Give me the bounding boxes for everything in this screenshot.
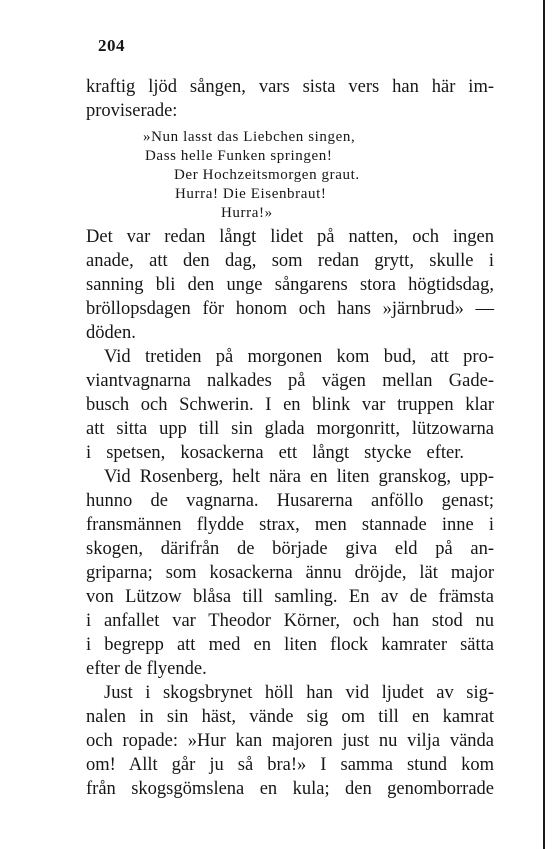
text-line: von Lützow blåsa till samling. En av de främsta <box>86 587 494 607</box>
text-line: och ropade: »Hur kan majoren just nu vilja vända <box>86 731 494 751</box>
poem-line: Der Hochzeitsmorgen graut. <box>174 167 360 183</box>
text-line: i begrepp att med en liten flock kamrater sätta <box>86 635 494 655</box>
text-line: Vid Rosenberg, helt nära en liten granskog, upp- <box>104 467 494 487</box>
text-line: Just i skogsbrynet höll han vid ljudet av sig- <box>104 683 494 703</box>
poem-line: Hurra!» <box>221 205 273 221</box>
page-edge-border <box>543 0 545 849</box>
text-line: efter de flyende. <box>86 659 207 679</box>
text-line: skogen, därifrån de började giva eld på an- <box>86 539 494 559</box>
text-line: fransmännen flydde strax, men stannade inne i <box>86 515 494 535</box>
text-line: döden. <box>86 323 136 343</box>
poem-line: »Nun lasst das Liebchen singen, <box>143 129 356 145</box>
text-line: om! Allt går ju så bra!» I samma stund kom <box>86 755 494 775</box>
poem-line: Hurra! Die Eisenbraut! <box>175 186 327 202</box>
text-line: i spetsen, kosackerna ett långt stycke efter. <box>86 443 464 463</box>
text-line: proviserade: <box>86 101 178 121</box>
body-text <box>86 225 494 801</box>
text-line: hunno de vagnarna. Husarerna anföllo genast; <box>86 491 494 511</box>
text-line: nalen in sin häst, vände sig om till en kamrat <box>86 707 494 727</box>
text-line: kraftig ljöd sången, vars sista vers han här im- <box>86 77 494 97</box>
text-line: från skogsgömslena en kula; den genomborrade <box>86 779 494 799</box>
page-number: 204 <box>98 36 125 55</box>
text-line: att sitta upp till sin glada morgonritt, lützowarna <box>86 419 494 439</box>
poem-line: Dass helle Funken springen! <box>145 148 333 164</box>
text-line: Det var redan långt lidet på natten, och ingen <box>86 227 494 247</box>
text-line: i anfallet var Theodor Körner, och han stod nu <box>86 611 494 631</box>
text-line: griparna; som kosackerna ännu dröjde, lät major <box>86 563 494 583</box>
intro-paragraph <box>86 75 494 123</box>
text-line: sanning bli den unge sångarens stora högtidsdag, <box>86 275 494 295</box>
text-line: Vid tretiden på morgonen kom bud, att pro- <box>104 347 494 367</box>
text-line: viantvagnarna nalkades på vägen mellan Gade- <box>86 371 494 391</box>
text-line: anade, att den dag, som redan grytt, skulle i <box>86 251 494 271</box>
text-line: busch och Schwerin. I en blink var truppen klar <box>86 395 494 415</box>
text-line: bröllopsdagen för honom och hans »järnbrud» — <box>86 299 494 319</box>
